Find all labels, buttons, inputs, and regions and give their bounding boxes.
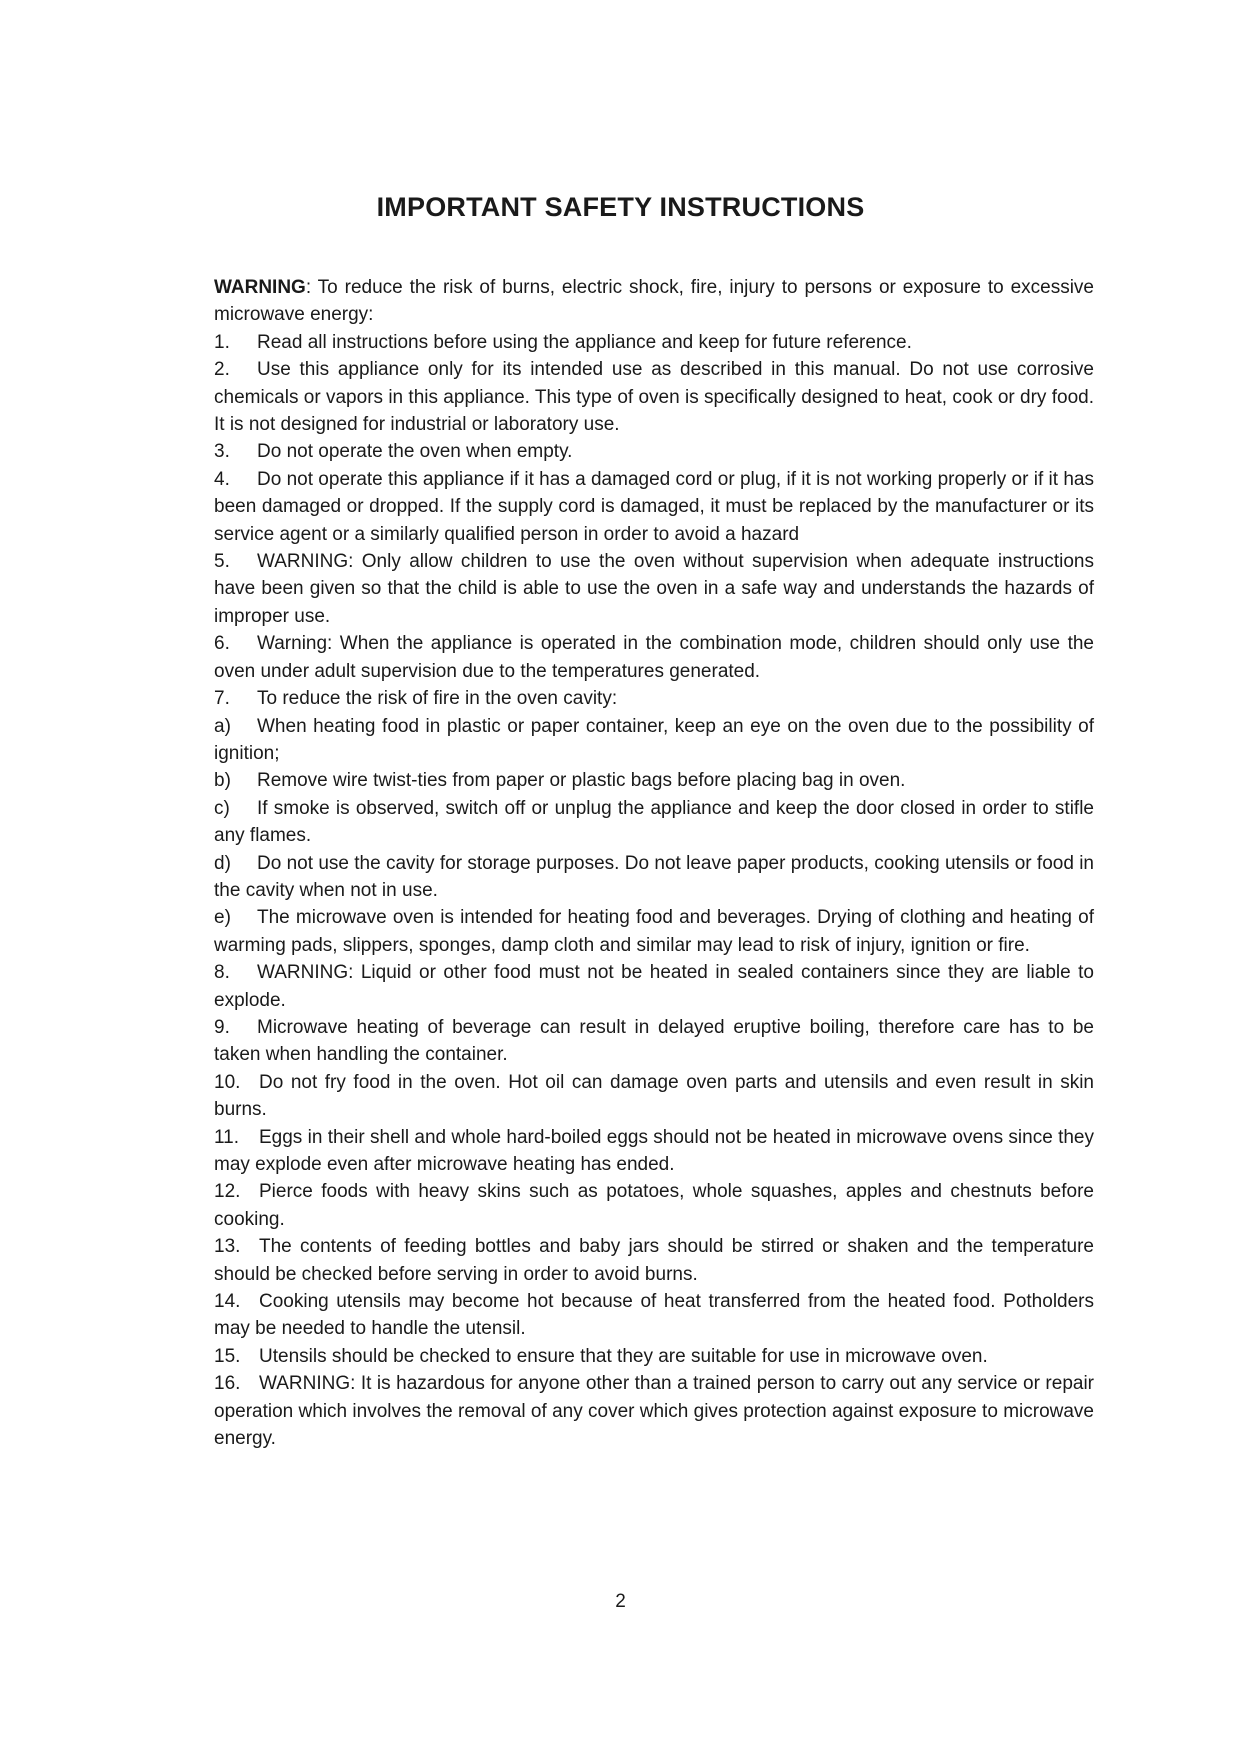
- item-number: 4.: [214, 468, 230, 490]
- item-number: 1.: [214, 331, 230, 353]
- item-text: WARNING: It is hazardous for anyone other than a trained person to carry out any service or repair operation which involves the removal of any cover which gives protection against exposure to microwave energy.: [214, 1373, 1094, 1450]
- item-number: 16.: [214, 1373, 241, 1395]
- item-text: Cooking utensils may become hot because of heat transferred from the heated food. Potholders may be needed to handle the utensil.: [214, 1291, 1094, 1340]
- item-number: 5.: [214, 551, 230, 573]
- instruction-item: [214, 1343, 1094, 1370]
- item-text: Do not fry food in the oven. Hot oil can damage oven parts and utensils and even result in skin burns.: [214, 1071, 1094, 1121]
- item-text: Use this appliance only for its intended use as described in this manual. Do not use corrosive chemicals or vapors in this appliance. This type of oven is specifically designed to heat, cook or dry food. It is not designed for industrial or laboratory use.: [214, 359, 1094, 436]
- item-number: 9.: [214, 1016, 230, 1038]
- item-text: The contents of feeding bottles and baby jars should be stirred or shaken and the temperature should be checked before serving in order to avoid burns.: [214, 1236, 1094, 1285]
- page-title: IMPORTANT SAFETY INSTRUCTIONS: [376, 192, 865, 222]
- item-number: e): [214, 907, 231, 929]
- instruction-item: [214, 1069, 1094, 1124]
- item-text: Remove wire twist-ties from paper or plastic bags before placing bag in oven.: [257, 770, 906, 792]
- item-number: 7.: [214, 688, 230, 710]
- instruction-item: [214, 356, 1094, 438]
- instruction-item: [214, 1178, 1094, 1233]
- item-text: WARNING: Liquid or other food must not be heated in sealed containers since they are liable to explode.: [214, 962, 1094, 1011]
- instruction-subitem: [214, 904, 1094, 959]
- instruction-item: [214, 548, 1094, 630]
- item-number: 10.: [214, 1071, 241, 1093]
- item-number: 15.: [214, 1345, 241, 1367]
- item-number: 8.: [214, 962, 230, 984]
- instruction-item: [214, 1370, 1094, 1452]
- instruction-item: [214, 1124, 1094, 1179]
- item-text: Do not operate this appliance if it has a damaged cord or plug, if it is not working properly or if it has been damaged or dropped. If the supply cord is damaged, it must be replaced by the manufacturer or its service agent or a similarly qualified person in order to avoid a hazard: [214, 468, 1094, 545]
- item-number: 13.: [214, 1236, 241, 1258]
- item-text: The microwave oven is intended for heating food and beverages. Drying of clothing and heating of warming pads, slippers, sponges, damp cloth and similar may lead to risk of injury, ignition or fire.: [214, 907, 1094, 956]
- item-text: Read all instructions before using the appliance and keep for future reference.: [257, 331, 912, 353]
- instruction-item: [214, 959, 1094, 1014]
- item-text: Warning: When the appliance is operated in the combination mode, children should only use the oven under adult supervision due to the temperatures generated.: [214, 633, 1094, 682]
- instruction-subitem: [214, 713, 1094, 768]
- instruction-item: [214, 1014, 1094, 1069]
- instruction-item: [214, 1233, 1094, 1288]
- instruction-item: [214, 630, 1094, 685]
- item-text: Utensils should be checked to ensure that they are suitable for use in microwave oven.: [259, 1345, 988, 1367]
- item-text: Eggs in their shell and whole hard-boiled eggs should not be heated in microwave ovens since they may explode even after microwave heating has ended.: [214, 1126, 1094, 1175]
- item-text: Pierce foods with heavy skins such as potatoes, whole squashes, apples and chestnuts before cooking.: [214, 1181, 1094, 1230]
- instruction-item: [214, 685, 1094, 712]
- item-text: To reduce the risk of fire in the oven cavity:: [257, 688, 618, 710]
- item-number: b): [214, 770, 231, 792]
- instruction-item: [214, 466, 1094, 548]
- page-number: 2: [615, 1591, 626, 1612]
- instruction-item: [214, 329, 1094, 356]
- instruction-subitem: [214, 850, 1094, 905]
- item-text: Microwave heating of beverage can result in delayed eruptive boiling, therefore care has to be taken when handling the container.: [214, 1016, 1094, 1066]
- item-number: 14.: [214, 1291, 241, 1313]
- item-number: 12.: [214, 1181, 241, 1203]
- item-text: Do not use the cavity for storage purposes. Do not leave paper products, cooking utensils or food in the cavity when not in use.: [214, 852, 1094, 901]
- item-text: WARNING: Only allow children to use the oven without supervision when adequate instructions have been given so that the child is able to use the oven in a safe way and understands the hazards of improper use.: [214, 551, 1094, 627]
- item-text: When heating food in plastic or paper container, keep an eye on the oven due to the possibility of ignition;: [214, 715, 1094, 764]
- item-number: c): [214, 797, 230, 819]
- item-text: Do not operate the oven when empty.: [257, 441, 573, 463]
- instruction-item: [214, 438, 1094, 465]
- item-number: 11.: [214, 1126, 240, 1148]
- item-number: 3.: [214, 441, 230, 463]
- item-number: a): [214, 715, 231, 737]
- intro-text: : To reduce the risk of burns, electric shock, fire, injury to persons or exposure to excessive microwave energy:: [214, 277, 1094, 326]
- instruction-item: [214, 1288, 1094, 1343]
- intro-warning: [214, 274, 1094, 329]
- instruction-subitem: [214, 795, 1094, 850]
- item-number: 2.: [214, 359, 230, 381]
- warning-label: WARNING: [214, 277, 306, 298]
- item-number: d): [214, 852, 231, 874]
- item-text: If smoke is observed, switch off or unplug the appliance and keep the door closed in order to stifle any flames.: [214, 797, 1094, 847]
- instruction-subitem: [214, 767, 1094, 794]
- instructions-body: [214, 274, 1094, 1452]
- item-number: 6.: [214, 633, 230, 655]
